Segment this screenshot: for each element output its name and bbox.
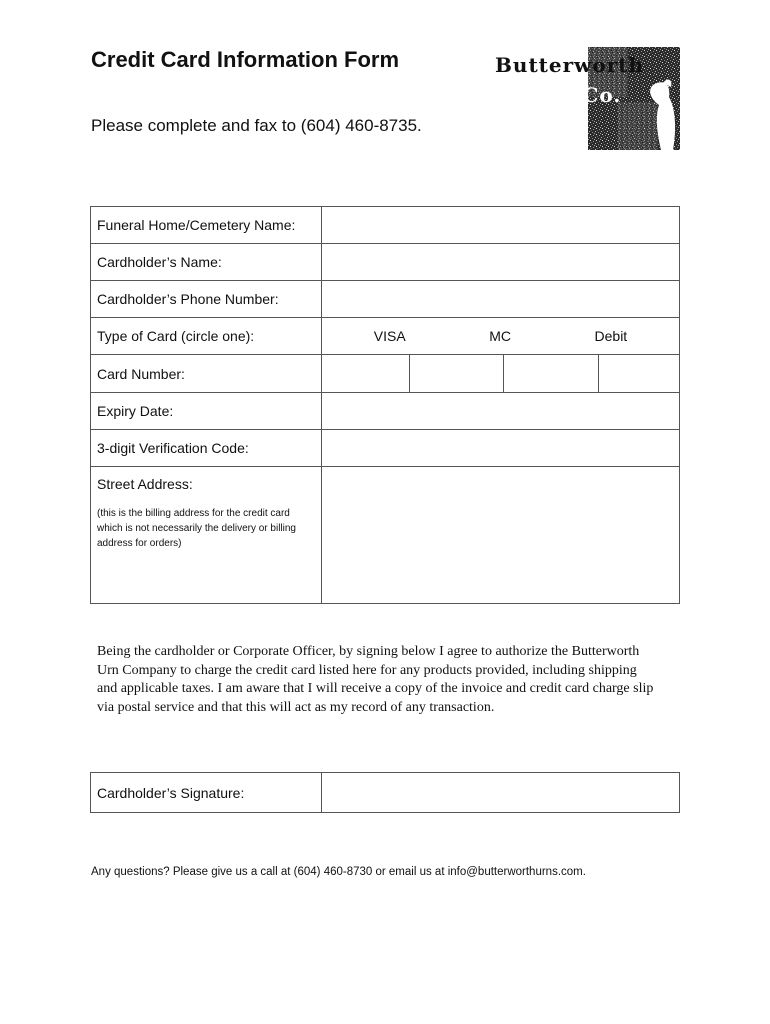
street-address-cell	[91, 467, 322, 604]
contact-footer: Any questions? Please give us a call at (604) 460-8730 or email us at info@butterworthurns.com.	[91, 866, 586, 878]
table-row	[91, 281, 680, 318]
fax-instruction: Please complete and fax to (604) 460-8735.	[91, 116, 422, 135]
verification-field[interactable]	[322, 430, 680, 467]
funeral-home-label: Funeral Home/Cemetery Name:	[91, 207, 322, 244]
cardholder-name-label: Cardholder’s Name:	[91, 244, 322, 281]
company-logo	[493, 47, 680, 150]
card-number-cell-4[interactable]	[599, 355, 679, 392]
signature-field[interactable]	[322, 773, 680, 813]
cardholder-phone-field[interactable]	[322, 281, 680, 318]
street-address-label: Street Address:	[97, 476, 193, 492]
authorization-paragraph: Being the cardholder or Corporate Officer, by signing below I agree to authorize the Butterworth Urn Company to charge the credit card listed here for any products provided, including shipping and applicable taxes. I am aware that I will receive a copy of the invoice and credit card charge slip via postal service and that this will act as my record of any transaction.	[97, 644, 654, 715]
card-number-field	[322, 355, 680, 393]
expiry-label: Expiry Date:	[91, 393, 322, 430]
funeral-home-field[interactable]	[322, 207, 680, 244]
card-number-label: Card Number:	[91, 355, 322, 393]
cardholder-name-field[interactable]	[322, 244, 680, 281]
table-row	[91, 430, 680, 467]
card-type-label: Type of Card (circle one):	[91, 318, 322, 355]
table-row	[91, 355, 680, 393]
table-row	[91, 207, 680, 244]
logo-line-2: Urn Co.	[529, 83, 622, 107]
card-type-debit[interactable]: Debit	[594, 328, 628, 344]
card-type-visa[interactable]: VISA	[373, 328, 406, 344]
signature-table	[90, 772, 680, 813]
card-type-field	[322, 318, 680, 355]
card-number-cell-1[interactable]	[322, 355, 410, 392]
street-address-note: (this is the billing address for the credit card which is not necessarily the delivery or billing address for orders)	[97, 508, 296, 549]
table-row	[91, 318, 680, 355]
page-title: Credit Card Information Form	[91, 47, 400, 72]
card-info-table	[90, 206, 680, 604]
table-row	[91, 244, 680, 281]
logo-line-1: Butterworth	[495, 53, 645, 77]
signature-label: Cardholder’s Signature:	[91, 773, 322, 813]
table-row	[91, 393, 680, 430]
street-address-field[interactable]	[322, 467, 680, 604]
table-row	[91, 773, 680, 813]
expiry-field[interactable]	[322, 393, 680, 430]
verification-label: 3-digit Verification Code:	[91, 430, 322, 467]
table-row	[91, 467, 680, 604]
card-type-mc[interactable]: MC	[489, 328, 511, 344]
card-number-cell-2[interactable]	[410, 355, 504, 392]
card-number-cell-3[interactable]	[504, 355, 599, 392]
cardholder-phone-label: Cardholder’s Phone Number:	[91, 281, 322, 318]
